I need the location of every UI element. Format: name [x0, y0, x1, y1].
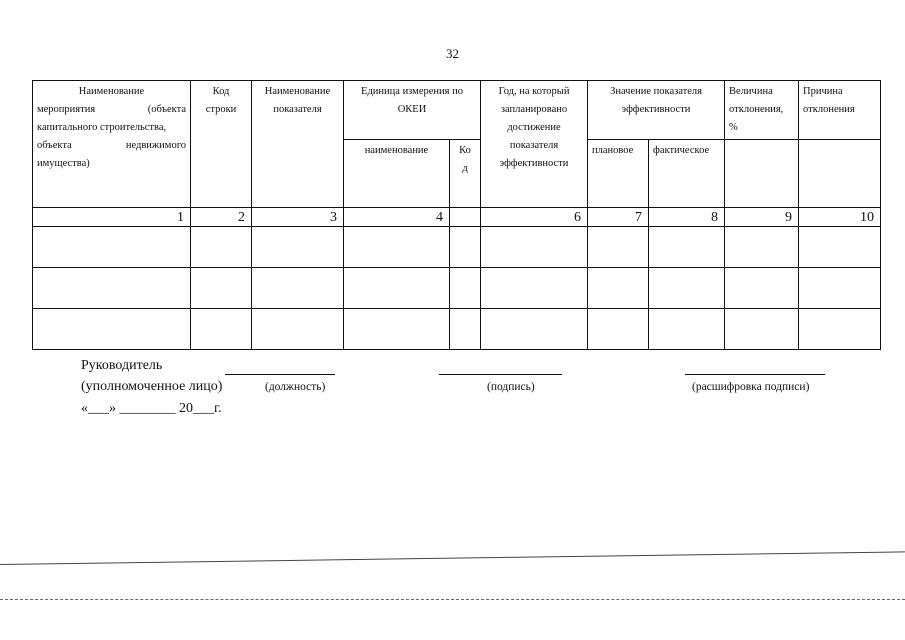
table-cell	[33, 227, 191, 268]
table-cell	[33, 268, 191, 309]
column-number: 8	[649, 208, 725, 227]
table-cell	[588, 309, 649, 350]
position-caption: (должность)	[265, 381, 326, 393]
header-event-name: Наименование мероприятия (объекта капитального строительства, объекта недвижимого имущества)	[33, 81, 191, 208]
date-field: «___» ________ 20___г.	[81, 401, 222, 416]
column-number: 4	[344, 208, 450, 227]
table-cell	[481, 268, 588, 309]
header-value: Значение показателя эффективности	[588, 81, 725, 140]
column-number-row	[33, 208, 881, 227]
table-cell	[252, 227, 344, 268]
column-number	[450, 208, 481, 227]
table-cell	[649, 227, 725, 268]
table-cell	[191, 309, 252, 350]
table-cell	[649, 268, 725, 309]
column-number: 9	[725, 208, 799, 227]
table-cell	[799, 227, 881, 268]
decoding-line	[685, 374, 825, 375]
page-number: 32	[446, 46, 459, 61]
table-cell	[450, 309, 481, 350]
table-cell	[588, 227, 649, 268]
header-row-code: Код строки	[191, 81, 252, 208]
header-deviation-blank	[725, 140, 799, 208]
table-cell	[450, 268, 481, 309]
table-cell	[799, 309, 881, 350]
authorized-person-label: (уполномоченное лицо)	[81, 379, 223, 394]
header-value-planned: плановое	[588, 140, 649, 208]
table-cell	[799, 268, 881, 309]
position-line	[225, 374, 335, 375]
header-indicator-name: Наименование показателя	[252, 81, 344, 208]
column-number: 2	[191, 208, 252, 227]
column-number: 3	[252, 208, 344, 227]
table-cell	[725, 268, 799, 309]
table-cell	[344, 309, 450, 350]
table-cell	[450, 227, 481, 268]
report-table	[32, 80, 881, 350]
table-row	[33, 227, 881, 268]
table-cell	[649, 309, 725, 350]
table-cell	[252, 268, 344, 309]
column-number: 1	[33, 208, 191, 227]
scan-edge-line	[0, 551, 905, 565]
table-cell	[252, 309, 344, 350]
header-unit-code: Ко д	[450, 140, 481, 208]
table-cell	[191, 268, 252, 309]
table-cell	[191, 227, 252, 268]
decoding-caption: (расшифровка подписи)	[692, 381, 810, 393]
table-row	[33, 268, 881, 309]
header-unit: Единица измерения по ОКЕИ	[344, 81, 481, 140]
table-cell	[344, 227, 450, 268]
header-unit-name: наименование	[344, 140, 450, 208]
header-deviation: Величина отклонения, %	[725, 81, 799, 140]
column-number: 10	[799, 208, 881, 227]
scan-dashed-line	[0, 599, 905, 600]
column-number: 6	[481, 208, 588, 227]
table-row	[33, 309, 881, 350]
table-cell	[33, 309, 191, 350]
header-year: Год, на который запланировано достижение показателя эффективности	[481, 81, 588, 208]
header-reason: Причина отклонения	[799, 81, 881, 140]
table-cell	[725, 309, 799, 350]
table-cell	[481, 309, 588, 350]
head-label: Руководитель	[81, 358, 163, 373]
table-cell	[344, 268, 450, 309]
header-value-actual: фактическое	[649, 140, 725, 208]
table-cell	[481, 227, 588, 268]
header-reason-blank	[799, 140, 881, 208]
table-cell	[725, 227, 799, 268]
sign-line	[439, 374, 562, 375]
table-cell	[588, 268, 649, 309]
sign-caption: (подпись)	[487, 381, 535, 393]
column-number: 7	[588, 208, 649, 227]
